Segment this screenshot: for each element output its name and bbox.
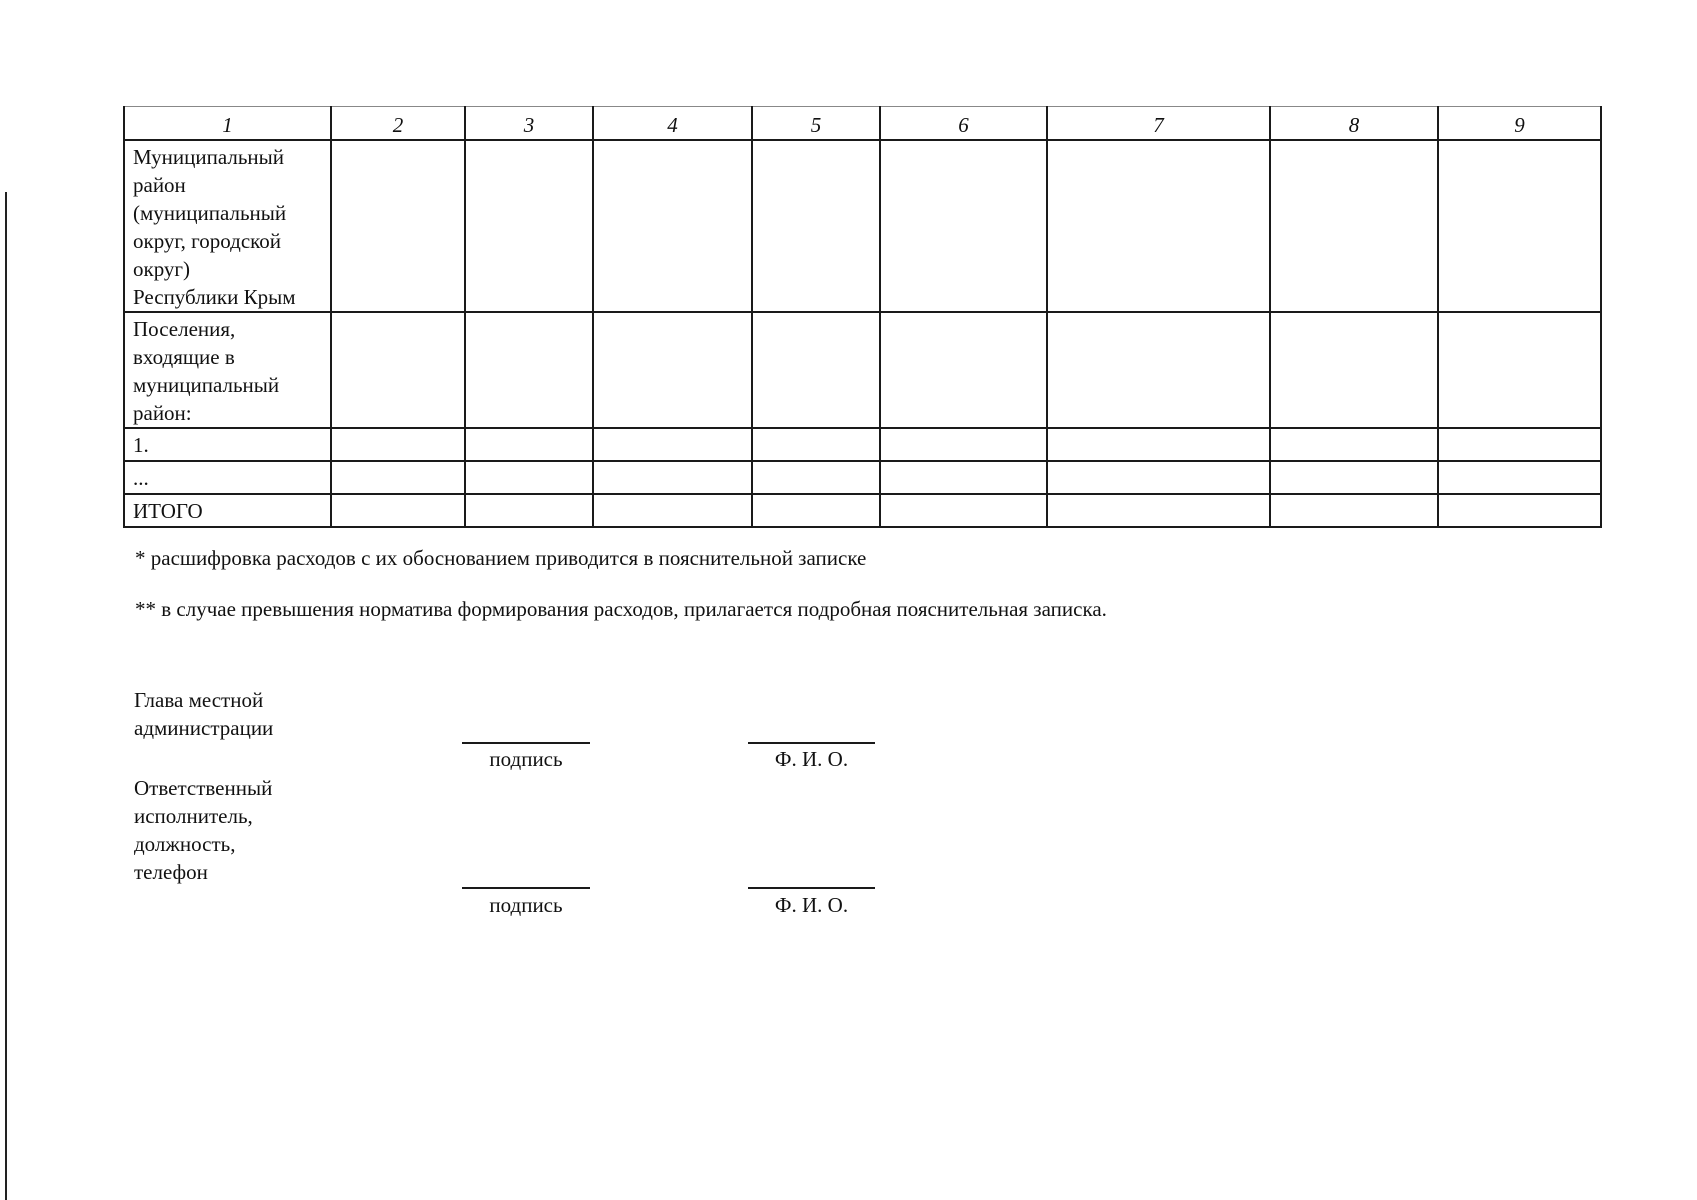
table-cell — [1047, 461, 1270, 494]
table-cell — [1047, 312, 1270, 428]
column-number: 7 — [1047, 107, 1270, 141]
name-caption-head: Ф. И. О. — [774, 747, 849, 771]
table-row-total — [124, 494, 1601, 527]
signature-title-executor: Ответственный исполнитель, должность, телефон — [134, 776, 273, 884]
table-row-item-1 — [124, 428, 1601, 461]
signature-line-executor — [462, 887, 590, 889]
table-cell — [1270, 312, 1438, 428]
signature-caption-executor: подпись — [489, 893, 563, 917]
signature-title-head: Глава местной администрации — [134, 688, 274, 740]
table-cell — [752, 312, 880, 428]
table-cell — [593, 140, 752, 312]
expenses-form-table — [123, 106, 1602, 528]
table-cell — [1438, 461, 1601, 494]
table-row-district — [124, 140, 1601, 312]
table-cell — [1438, 140, 1601, 312]
table-cell — [1270, 428, 1438, 461]
column-number: 1 — [124, 107, 331, 141]
table-cell — [1438, 312, 1601, 428]
table-cell — [593, 428, 752, 461]
table-cell — [752, 428, 880, 461]
column-number-row — [124, 107, 1601, 141]
signature-caption-head: подпись — [489, 747, 563, 771]
table-cell — [331, 461, 465, 494]
row-label: Муниципальный район (муниципальный округ, городской округ) Республики Крым — [124, 140, 331, 312]
table-cell — [880, 140, 1047, 312]
table-cell — [1047, 428, 1270, 461]
table-cell — [1047, 494, 1270, 527]
table-cell — [880, 312, 1047, 428]
column-number: 2 — [331, 107, 465, 141]
table-cell — [880, 428, 1047, 461]
signature-line-head — [462, 742, 590, 744]
table-cell — [593, 494, 752, 527]
table-row-ellipsis — [124, 461, 1601, 494]
row-label: ИТОГО — [124, 494, 331, 527]
table-cell — [1270, 461, 1438, 494]
row-label: 1. — [124, 428, 331, 461]
column-number: 9 — [1438, 107, 1601, 141]
column-number: 5 — [752, 107, 880, 141]
table-cell — [465, 494, 593, 527]
table-cell — [1438, 428, 1601, 461]
table-cell — [752, 461, 880, 494]
table-cell — [1270, 140, 1438, 312]
table-cell — [465, 428, 593, 461]
table-cell — [1270, 494, 1438, 527]
table-cell — [880, 461, 1047, 494]
row-label: Поселения, входящие в муниципальный район: — [124, 312, 331, 428]
table-row-settlements — [124, 312, 1601, 428]
table-cell — [752, 140, 880, 312]
table-cell — [331, 312, 465, 428]
table-cell — [880, 494, 1047, 527]
table-cell — [1438, 494, 1601, 527]
table-cell — [331, 494, 465, 527]
row-label: ... — [124, 461, 331, 494]
table-cell — [465, 312, 593, 428]
table-cell — [465, 461, 593, 494]
table-cell — [593, 461, 752, 494]
column-number: 4 — [593, 107, 752, 141]
table-cell — [1047, 140, 1270, 312]
page-edge-line — [5, 192, 7, 1200]
table-cell — [752, 494, 880, 527]
column-number: 3 — [465, 107, 593, 141]
column-number: 8 — [1270, 107, 1438, 141]
table-cell — [465, 140, 593, 312]
footnote-2: ** в случае превышения норматива формирования расходов, прилагается подробная пояснительная записка. — [135, 597, 1107, 621]
name-line-head — [748, 742, 875, 744]
footnote-1: * расшифровка расходов с их обоснованием приводится в пояснительной записке — [135, 546, 867, 570]
table-cell — [593, 312, 752, 428]
name-line-executor — [748, 887, 875, 889]
name-caption-executor: Ф. И. О. — [774, 893, 849, 917]
column-number: 6 — [880, 107, 1047, 141]
table-cell — [331, 428, 465, 461]
table-cell — [331, 140, 465, 312]
